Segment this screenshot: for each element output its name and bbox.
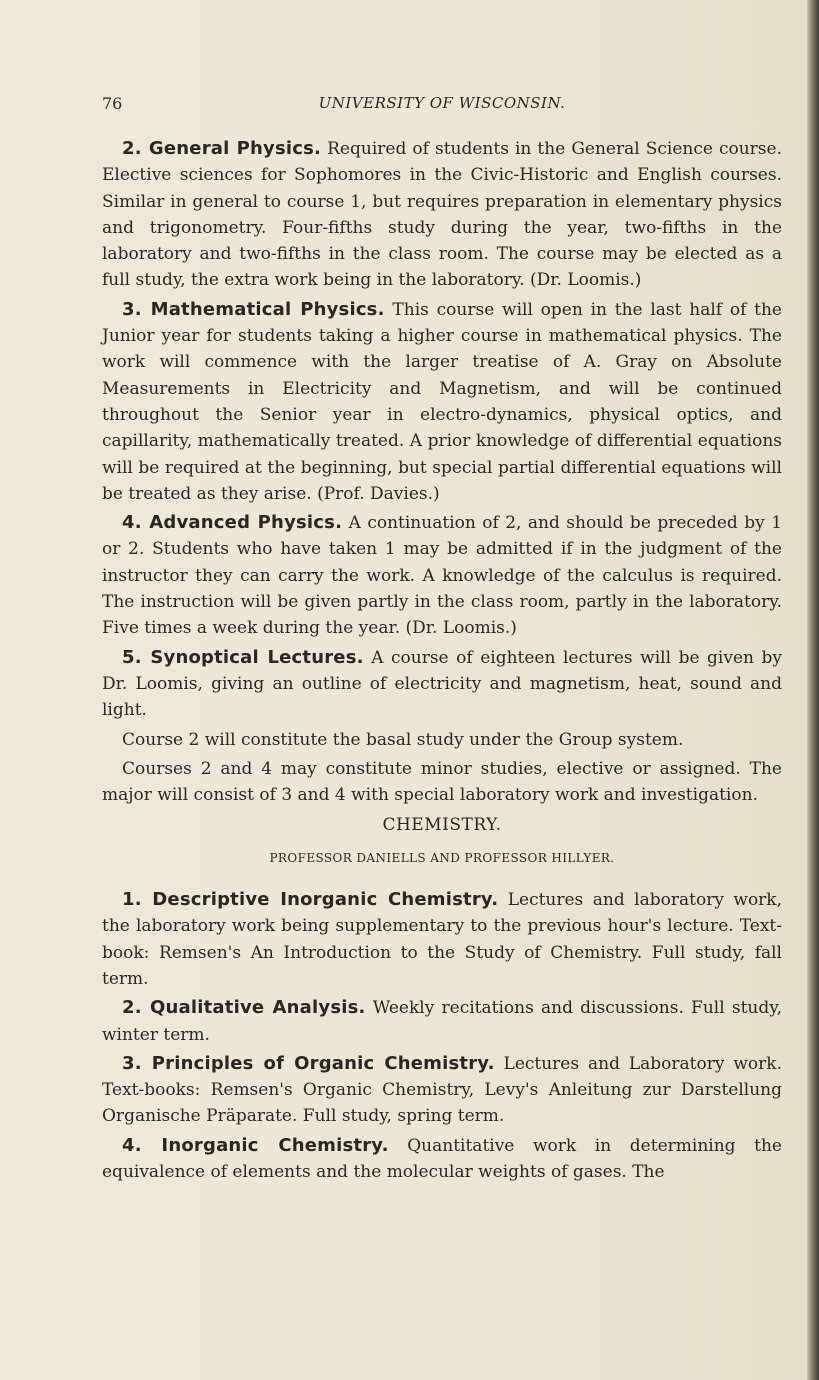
course-description: A course of eighteen lectures will be given by Dr. Loomis, giving an outline of electricity and magnetism, heat, sound and light. (102, 647, 782, 721)
course-paragraph (102, 297, 782, 507)
course-paragraph (102, 887, 782, 992)
course-title: 5. Synoptical Lectures. (122, 646, 364, 668)
course-title: 3. Principles of Organic Chemistry. (122, 1052, 495, 1074)
page-edge (807, 0, 819, 1380)
course-description: Required of students in the General Science course. Elective sciences for Sophomores in the Civic-Historic and English courses. Similar in general to course 1, but requires preparation in elementary physics and trigonometry. Four-fifths study during the year, two-fifths in the laboratory and two-fifths in the class room. The course may be elected as a full study, the extra work being in the laboratory. (Dr. Loomis.) (102, 139, 783, 291)
page-header (102, 94, 782, 118)
course-paragraph (102, 1133, 782, 1186)
course-paragraph (102, 645, 782, 724)
course-description: Weekly recitations and discussions. Full study, winter term. (102, 998, 783, 1045)
course-paragraph (102, 510, 782, 641)
course-paragraph (102, 136, 782, 294)
course-description: This course will open in the last half of the Junior year for students taking a higher course in mathematical physics. The work will commence with the larger treatise of A. Gray on Absolute Measurements in Electricity and Magnetism, and will be continued throughout the Senior year in electro-dynamics, physical optics, and capillarity, mathematically treated. A prior knowledge of differential equations will be required at the beginning, but special partial differential equations will be treated as they arise. (Prof. Davies.) (102, 299, 782, 504)
course-paragraph (102, 995, 782, 1048)
course-paragraph (102, 1051, 782, 1130)
faculty-line: PROFESSOR DANIELLS AND PROFESSOR HILLYER. (269, 850, 615, 865)
page-number: 76 (102, 94, 123, 113)
course-description: Quantitative work in determining the equivalence of elements and the molecular weights of gases. The (102, 1135, 782, 1182)
course-title: 3. Mathematical Physics. (122, 298, 385, 320)
course-title: 2. Qualitative Analysis. (122, 997, 366, 1019)
course-title: 4. Advanced Physics. (122, 512, 343, 534)
course-title: 1. Descriptive Inorganic Chemistry. (122, 889, 499, 911)
course-description: A continuation of 2, and should be preceded by 1 or 2. Students who have taken 1 may be admitted if in the judgment of the instructor they can carry the work. A knowledge of the calculus is required. The instruction will be given partly in the class room, partly in the laboratory. Five times a week during the year. (Dr. Loomis.) (102, 513, 783, 639)
section-title: CHEMISTRY. (382, 815, 502, 836)
course-description: Lectures and Laboratory work. Text-books: Remsen's Organic Chemistry, Levy's Anleitung zur Darstellung Organische Präparate. Full study, spring term. (102, 1053, 782, 1127)
course-title: 2. General Physics. (122, 138, 322, 159)
note-paragraph: Courses 2 and 4 may constitute minor studies, elective or assigned. The major will consist of 3 and 4 with special laboratory work and investigation. (102, 758, 782, 806)
course-title: 4. Inorganic Chemistry. (122, 1134, 389, 1156)
running-head: UNIVERSITY OF WISCONSIN. (318, 94, 566, 112)
course-description: Lectures and laboratory work, the laboratory work being supplementary to the previous hour's lecture. Text-book: Remsen's An Introduction to the Study of Chemistry. Full study, fall term. (102, 890, 783, 989)
note-paragraph: Course 2 will constitute the basal study under the Group system. (122, 729, 684, 750)
body-text (102, 136, 782, 1188)
